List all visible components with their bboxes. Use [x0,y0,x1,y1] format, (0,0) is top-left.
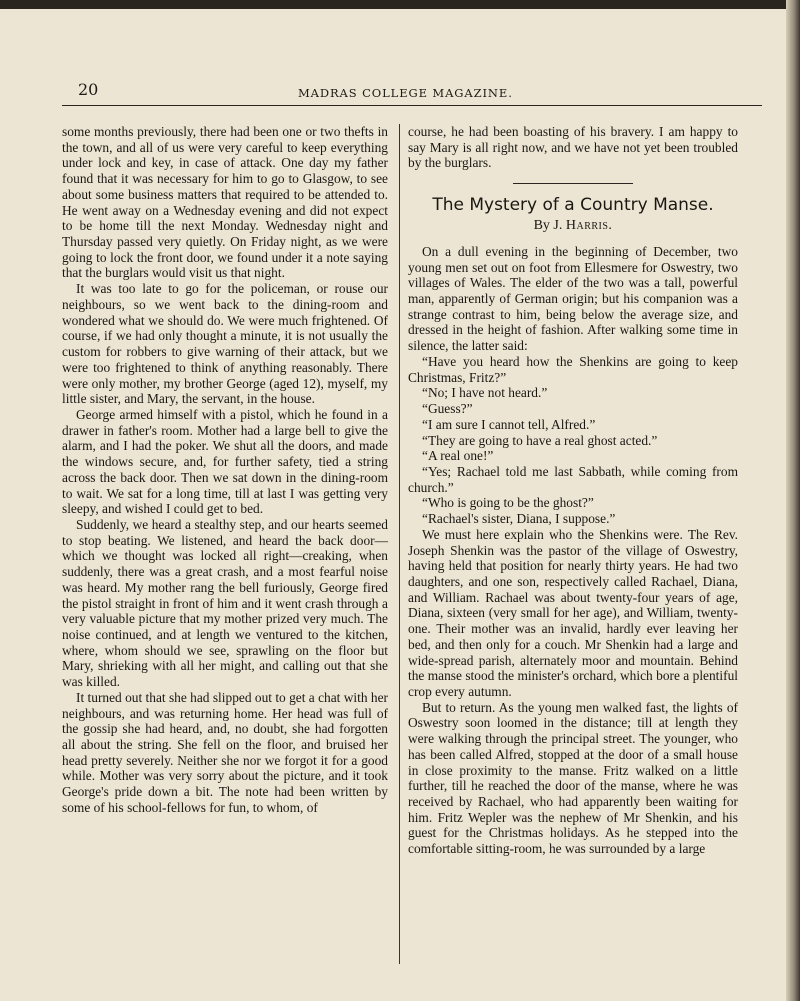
left-column [62,124,388,816]
dialogue-line: “Who is going to be the ghost?” [422,495,594,511]
header-rule [62,105,762,106]
byline-author: Harris. [565,218,613,234]
dialogue-line: “Guess?” [422,401,473,417]
paragraph: George armed himself with a pistol, which he found in a drawer in father's room. Mother had a large bell to give the alarm, and I had the poker. We shut all the doors, and made the windows secure, and, for further safety, tied a string across the back door. Then we sat down in the dining-room to wait. We sat for a long time, till at last I was getting very sleepy, and wished I could get to bed. [62,406,388,517]
story-title: The Mystery of a Country Manse. [432,195,714,216]
running-title: MADRAS COLLEGE MAGAZINE. [298,86,513,100]
dialogue-line: “I am sure I cannot tell, Alfred.” [422,416,596,432]
paragraph: On a dull evening in the beginning of December, two young men set out on foot from Ellesmere for Oswestry, two villages of Wales. The elder of the two was a tall, powerful man, apparently of German origin; but his companion was a strange contrast to him, being below the average size, and dressed in the height of fashion. After walking some time in silence, the latter said: [408,243,738,354]
paragraph: It was too late to go for the policeman, or rouse our neighbours, so we went back to the dining-room and wondered what we should do. We were much frightened. Of course, if we had only thought a minute, it is not usually the custom for robbers to give warning of their attack, but we were too frightened to think of anything reasonably. There were only mother, my brother George (aged 12), myself, my little sister, and Mary, the servant, in the house. [62,281,388,407]
right-column [408,124,738,857]
page-number: 20 [78,80,99,99]
scan-top-edge [0,0,800,9]
continuation-paragraph: course, he had been boasting of his bravery. I am happy to say Mary is all right now, and we have not yet been troubled by the burglars. [408,124,738,171]
dialogue-line: “Rachael's sister, Diana, I suppose.” [422,511,616,527]
dialogue-line: “They are going to have a real ghost acted.” [422,432,658,448]
section-rule [513,183,633,184]
dialogue-line: “Have you heard how the Shenkins are going to keep Christmas, Fritz?” [408,353,738,385]
paragraph: some months previously, there had been one or two thefts in the town, and all of us were very careful to keep everything under lock and key, in case of attack. One day my father found that it was necessary for him to go to Glasgow, to see about some business matters that required to be attended to. He went away on a Wednesday evening and did not expect to be home till the next Monday. Wednesday night and Thursday passed very quietly. On Friday night, as we were going to lock the front door, we found under it a note saying that the burglars would visit us that night. [62,124,388,281]
paragraph: But to return. As the young men walked fast, the lights of Oswestry soon loomed in the distance; till at length they were walking through the principal street. The younger, who has been called Alfred, stopped at the door of a small house in close proximity to the manse. Fritz walked on a little further, till he reached the door of the manse, where he was received by Rachael, who had apparently been waiting for him. Fritz Wepler was the nephew of Mr Shenkin, and his guest for the Christmas holidays. As he stepped into the comfortable sitting-room, he was surrounded by a large [408,699,738,857]
dialogue-line: “A real one!” [422,448,494,464]
column-divider [399,124,400,964]
paragraph: It turned out that she had slipped out to get a chat with her neighbours, and was returning home. Her head was full of the gossip she had heard, and, no doubt, she had forgotten all about the string. She fell on the floor, and bruised her head pretty severely. Neither she nor we forgot it for a good while. Mother was very sorry about the picture, and it took George's pride down a bit. The note had been written by some of his school-fellows for fun, to whom, of [62,689,388,815]
paragraph: We must here explain who the Shenkins were. The Rev. Joseph Shenkin was the pastor of the village of Oswestry, having held that position for nearly thirty years. He had two daughters, and one son, respectively called Rachael, Diana, and William. Rachael was about twenty-four years of age, Diana, sixteen (very small for her age), and William, twenty-one. Their mother was an invalid, hardly ever leaving her bed, and then only for a couch. Mr Shenkin had a large and wide-spread parish, alternately moor and mountain. Behind the manse stood the minister's orchard, which bore a plentiful crop every autumn. [408,526,738,699]
dialogue-line: “No; I have not heard.” [422,385,548,401]
byline [408,218,738,234]
scan-right-edge [786,0,800,1001]
paragraph: Suddenly, we heard a stealthy step, and our hearts seemed to stop beating. We listened, and heard the back door—which we thought was locked all right—creaking, when suddenly, there was a great crash, and a most fearful noise was heard. My mother rang the bell furiously, George fired the pistol straight in front of him and it went crash through a very valuable picture that my mother prized very much. The noise continued, and at length we ventured to the kitchen, where, whom should we see, sprawling on the floor but Mary, shrieking with all her might, and calling out that she was killed. [62,516,388,690]
byline-prefix: By J. [533,218,563,234]
dialogue-line: “Yes; Rachael told me last Sabbath, while coming from church.” [408,463,738,495]
